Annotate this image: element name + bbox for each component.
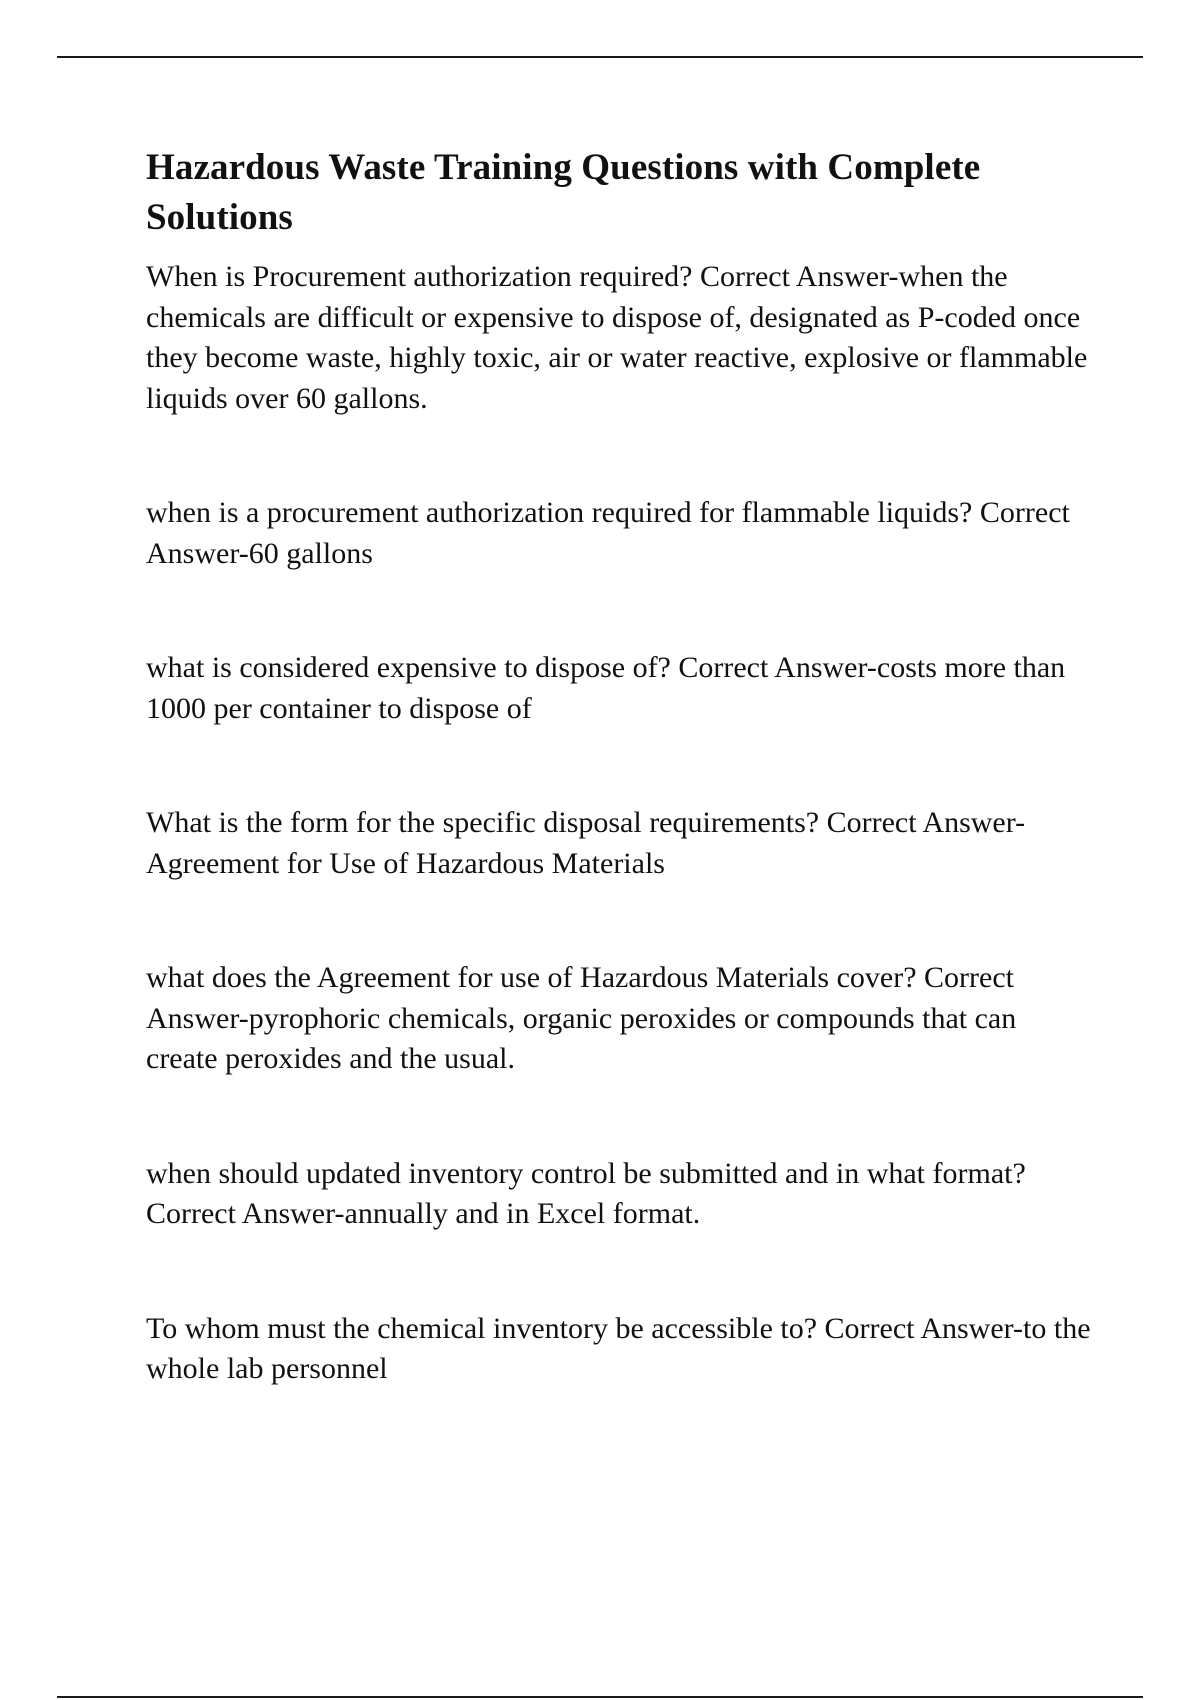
answer-text: to the whole lab personnel [146, 1311, 1091, 1385]
question-text: To whom must the chemical inventory be accessible to? [146, 1311, 818, 1345]
question-text: what is considered expensive to dispose of? [146, 651, 671, 684]
answer-label: Correct Answer- [699, 260, 899, 293]
answer-label: Correct Answer- [146, 961, 1015, 1035]
qa-item [146, 1154, 1091, 1235]
question-text: What is the form for the specific disposal requirements? [146, 806, 820, 839]
question-text: when is a procurement authorization required for flammable liquids? [146, 496, 973, 529]
answer-label: Correct Answer- [824, 1311, 1024, 1345]
answer-text: annually and in Excel format. [344, 1197, 701, 1230]
answer-text: when the chemicals are difficult or expensive to dispose of, designated as P-coded once they become waste, highly toxic, air or water reactive, explosive or flammable liquids over 60 gallons. [146, 260, 1088, 415]
answer-text: Agreement for Use of Hazardous Materials [146, 846, 665, 880]
document-body [146, 143, 1091, 1390]
answer-label: Correct Answer- [826, 806, 1026, 839]
document-title: Hazardous Waste Training Questions with Complete Solutions [146, 147, 981, 238]
answer-text: costs more than 1000 per container to dispose of [146, 651, 1066, 725]
answer-text: pyrophoric chemicals, organic peroxides or compounds that can create peroxides and the usual. [146, 1001, 1017, 1075]
qa-item [146, 1309, 1091, 1390]
qa-item [146, 803, 1091, 884]
answer-label: Correct Answer- [678, 651, 877, 684]
header-rule [57, 56, 1143, 58]
answer-label: Correct Answer- [146, 496, 1070, 570]
answer-text: 60 gallons [248, 536, 373, 570]
question-text: When is Procurement authorization required? [146, 260, 693, 293]
answer-label: Correct Answer- [146, 1197, 345, 1230]
question-text: what does the Agreement for use of Hazardous Materials cover? [146, 961, 917, 994]
question-text: when should updated inventory control be submitted and in what format? [146, 1156, 1026, 1190]
qa-item [146, 257, 1091, 419]
qa-item [146, 648, 1091, 729]
qa-item [146, 493, 1091, 574]
qa-list [146, 257, 1091, 1390]
footer-rule [57, 1696, 1143, 1698]
qa-item [146, 958, 1091, 1080]
